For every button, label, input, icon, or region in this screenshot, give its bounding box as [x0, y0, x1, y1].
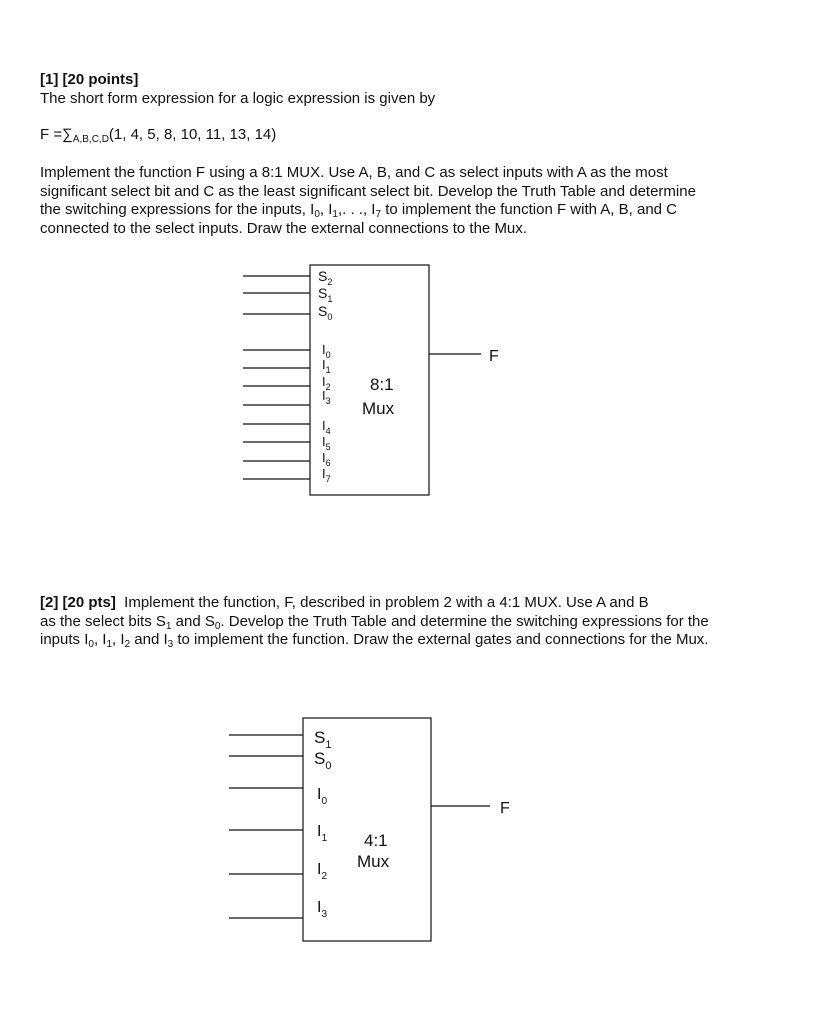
subscript: 0 [325, 350, 331, 360]
subscript: 1 [325, 365, 331, 375]
input-label-i2 [317, 861, 327, 882]
subscript: 2 [124, 639, 131, 650]
text-run: and I [130, 631, 168, 648]
letter: I [322, 434, 326, 449]
subscript: 1 [332, 209, 338, 220]
mux-4to1-name-label: Mux [357, 852, 390, 871]
subscript: 1 [325, 739, 332, 751]
subscript: 1 [321, 833, 328, 844]
subscript: 3 [167, 639, 174, 650]
subscript: 0 [325, 760, 332, 772]
expression-terms: (1, 4, 5, 8, 10, 11, 13, 14) [108, 126, 277, 143]
letter: I [322, 418, 326, 433]
text-run: , I [112, 631, 125, 648]
letter: I [317, 786, 322, 803]
text-run: to implement the function. Draw the external gates and connections for the Mux. [173, 631, 709, 648]
mux-8to1-ratio-label: 8:1 [370, 375, 394, 394]
select-label-s1 [314, 728, 331, 751]
mux-4to1-ratio-label: 4:1 [364, 831, 388, 850]
subscript: 0 [321, 796, 328, 807]
subscript: 5 [325, 442, 331, 452]
letter: S [318, 268, 328, 284]
subscript: 3 [325, 396, 331, 406]
text-run: , I [319, 201, 333, 218]
subscript: 7 [375, 209, 382, 220]
subscript: 0 [88, 639, 94, 650]
subscript: 1 [165, 620, 172, 632]
letter: S [314, 749, 326, 768]
problem1-intro: The short form expression for a logic expression is given by [40, 90, 436, 107]
expression-subscript: A,B,C,D [72, 134, 109, 145]
text-run: , I [93, 631, 107, 648]
input-label-i0 [317, 786, 327, 807]
letter: I [322, 466, 326, 481]
letter: I [322, 342, 326, 357]
text-run: . Develop the Truth Table and determine the switching expressions for the [220, 612, 709, 630]
letter: S [318, 303, 328, 319]
expression-lhs: F = [40, 126, 63, 143]
subscript: 0 [327, 312, 333, 322]
subscript: 3 [321, 909, 328, 920]
sigma-symbol: ∑ [62, 126, 73, 143]
select-label-s0 [314, 749, 331, 772]
text-run: as the select bits S [40, 612, 166, 630]
text-run: ,. . ., I [337, 201, 376, 218]
text-run: Implement the function, F, described in problem 2 with a 4:1 MUX. Use A and B [115, 594, 649, 611]
subscript: 2 [325, 382, 331, 392]
problem2-heading: [2] [20 pts] [40, 594, 116, 611]
input-label-i1 [317, 823, 327, 844]
subscript: 0 [214, 620, 221, 632]
letter: I [322, 388, 326, 403]
text-run: to implement the function F with A, B, and C [381, 201, 678, 218]
subscript: 4 [325, 426, 331, 436]
problem1-heading: [1] [20 points] [40, 71, 139, 88]
subscript: 2 [327, 277, 333, 287]
input-label-i3 [317, 899, 327, 920]
text-run: and S [171, 612, 215, 630]
problem1-paragraph-line4: connected to the select inputs. Draw the external connections to the Mux. [40, 219, 527, 237]
letter: I [322, 374, 326, 389]
subscript: 7 [325, 474, 331, 484]
text-run: the switching expressions for the inputs, I [40, 201, 315, 218]
subscript: 0 [314, 209, 320, 220]
letter: I [317, 899, 322, 916]
letter: I [322, 357, 326, 372]
letter: I [317, 823, 322, 840]
subscript: 2 [321, 871, 328, 882]
letter: S [318, 285, 328, 301]
subscript: 1 [327, 294, 333, 304]
text-run: inputs I [40, 631, 89, 648]
letter: S [314, 728, 326, 747]
output-label-f: F [500, 800, 510, 817]
letter: I [317, 861, 322, 878]
output-label-f: F [489, 348, 499, 365]
mux-8to1-name-label: Mux [362, 399, 395, 418]
letter: I [322, 450, 326, 465]
subscript: 1 [106, 639, 113, 650]
problem1-paragraph-line1: Implement the function F using a 8:1 MUX. Use A, B, and C as select inputs with A as the most [40, 164, 668, 181]
problem1-paragraph-line2: significant select bit and C as the least significant select bit. Develop the Truth Table and determine [40, 182, 696, 200]
subscript: 6 [325, 458, 331, 468]
